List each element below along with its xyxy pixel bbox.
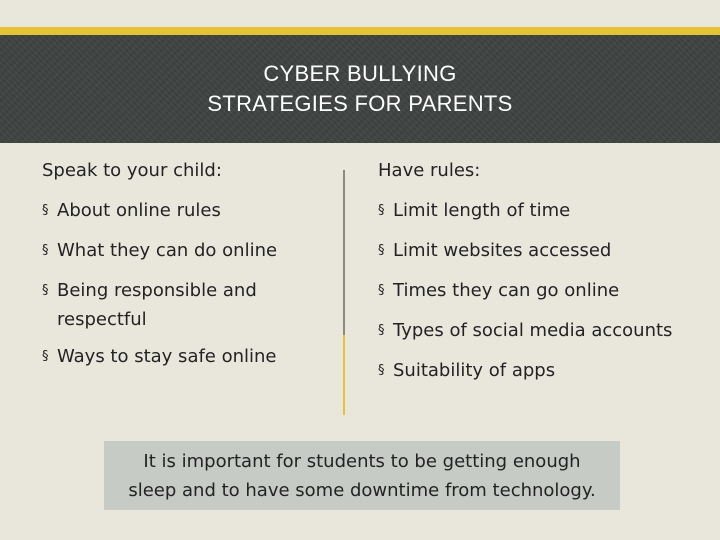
list-item-text: About online rules <box>57 200 221 221</box>
note-line-2: sleep and to have some downtime from technology. <box>128 479 596 501</box>
note-box <box>104 441 620 510</box>
list-item-text: Suitability of apps <box>393 360 556 381</box>
left-column-heading: Speak to your child: <box>42 160 222 181</box>
slide-title-line-2: STRATEGIES FOR PARENTS <box>207 91 513 116</box>
list-item-text: Ways to stay safe online <box>57 346 277 367</box>
bullet-icon: § <box>42 283 49 298</box>
bullet-icon: § <box>378 203 385 218</box>
bullet-icon: § <box>42 243 49 258</box>
bullet-icon: § <box>378 363 385 378</box>
left-bullet-list <box>42 200 332 368</box>
bullet-icon: § <box>42 203 49 218</box>
accent-stripe <box>0 27 720 35</box>
bullet-icon: § <box>42 349 49 364</box>
list-item <box>378 360 708 382</box>
slide-title-line-1: CYBER BULLYING <box>263 61 457 86</box>
right-column <box>378 160 708 400</box>
list-item-text: Types of social media accounts <box>393 320 673 341</box>
note-line-1: It is important for students to be getting enough <box>143 450 581 472</box>
list-item-text: Limit length of time <box>393 200 571 221</box>
list-item <box>42 346 332 368</box>
list-item-text: Times they can go online <box>393 280 620 301</box>
list-item <box>378 320 708 342</box>
right-bullet-list <box>378 200 708 382</box>
right-column-heading: Have rules: <box>378 160 481 181</box>
list-item <box>378 240 708 262</box>
list-item-text: What they can do online <box>57 240 278 261</box>
list-item-text-continued: respectful <box>57 309 147 330</box>
left-column <box>42 160 332 386</box>
title-banner <box>0 35 720 143</box>
column-divider-shadow <box>343 170 345 335</box>
bullet-icon: § <box>378 243 385 258</box>
bullet-icon: § <box>378 283 385 298</box>
list-item <box>378 280 708 302</box>
list-item <box>42 276 332 334</box>
list-item-text: Being responsible and <box>57 280 257 301</box>
list-item-text: Limit websites accessed <box>393 240 612 261</box>
list-item <box>378 200 708 222</box>
bullet-icon: § <box>378 323 385 338</box>
list-item <box>42 200 332 222</box>
list-item <box>42 240 332 262</box>
